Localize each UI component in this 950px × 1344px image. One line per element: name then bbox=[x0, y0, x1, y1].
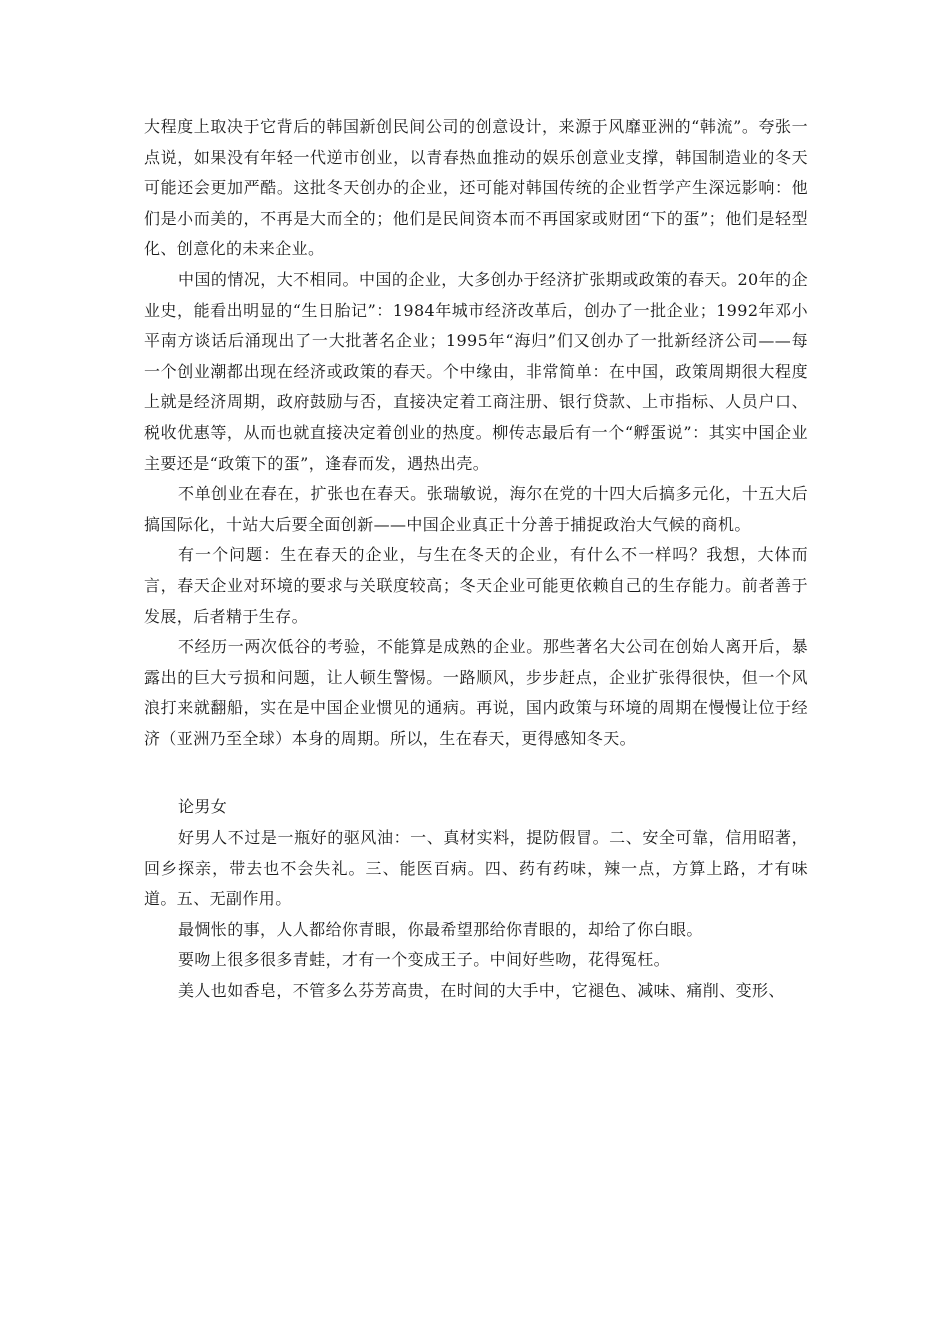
document-page bbox=[144, 112, 808, 1007]
paragraph-good-man: 好男人不过是一瓶好的驱风油：一、真材实料，提防假冒。二、安全可靠，信用昭著，回乡探亲，带去也不会失礼。三、能医百病。四、药有药味，辣一点，方算上路，才有味道。五、无副作用。 bbox=[144, 828, 808, 909]
section-spacer bbox=[144, 754, 808, 792]
paragraph-beauty-soap: 美人也如香皂，不管多么芬芳高贵，在时间的大手中，它褪色、减味、痛削、变形、 bbox=[178, 981, 785, 1001]
paragraph-expansion-spring: 不单创业在春在，扩张也在春天。张瑞敏说，海尔在党的十四大后搞多元化，十五大后搞国际化，十站大后要全面创新——中国企业真正十分善于捕捉政治大气候的商机。 bbox=[144, 484, 808, 534]
paragraph-korea-startups: 大程度上取决于它背后的韩国新创民间公司的创意设计，来源于风靡亚洲的“韩流”。夸张一点说，如果没有年轻一代逆市创业，以青春热血推动的娱乐创意业支撑，韩国制造业的冬天可能还会更加严酷。这批冬天创办的企业，还可能对韩国传统的企业哲学产生深远影响：他们是小而美的，不再是大而全的；他们是民间资本而不再国家或财团“下的蛋”；他们是轻型化、创意化的未来企业。 bbox=[144, 117, 808, 259]
paragraph-melancholy: 最惆怅的事，人人都给你青眼，你最希望那给你青眼的，却给了你白眼。 bbox=[178, 919, 703, 939]
paragraph-frog-prince: 要吻上很多很多青蛙，才有一个变成王子。中间好些吻，花得冤枉。 bbox=[178, 950, 671, 970]
section-title: 论男女 bbox=[178, 797, 228, 817]
paragraph-question: 有一个问题：生在春天的企业，与生在冬天的企业，有什么不一样吗？我想，大体而言，春天企业对环境的要求与关联度较高；冬天企业可能更依赖自己的生存能力。前者善于发展，后者精于生存。 bbox=[144, 545, 808, 626]
paragraph-conclusion: 不经历一两次低谷的考验，不能算是成熟的企业。那些著名大公司在创始人离开后，暴露出的巨大亏损和问题，让人顿生警惕。一路顺风，步步赶点，企业扩张得很快，但一个风浪打来就翻船，实在是中国企业惯见的通病。再说，国内政策与环境的周期在慢慢让位于经济（亚洲乃至全球）本身的周期。所以，生在春天，更得感知冬天。 bbox=[144, 637, 808, 748]
paragraph-china-situation: 中国的情况，大不相同。中国的企业，大多创办于经济扩张期或政策的春天。20年的企业史，能看出明显的“生日胎记”：1984年城市经济改革后，创办了一批企业；1992年邓小平南方谈话后涌现出了一大批著名企业；1995年“海归”们又创办了一批新经济公司——每一个创业潮都出现在经济或政策的春天。个中缘由，非常简单：在中国，政策周期很大程度上就是经济周期，政府鼓励与否，直接决定着工商注册、银行贷款、上市指标、人员户口、税收优惠等，从而也就直接决定着创业的热度。柳传志最后有一个“孵蛋说”：其实中国企业主要还是“政策下的蛋”，逢春而发，遇热出壳。 bbox=[144, 269, 808, 473]
